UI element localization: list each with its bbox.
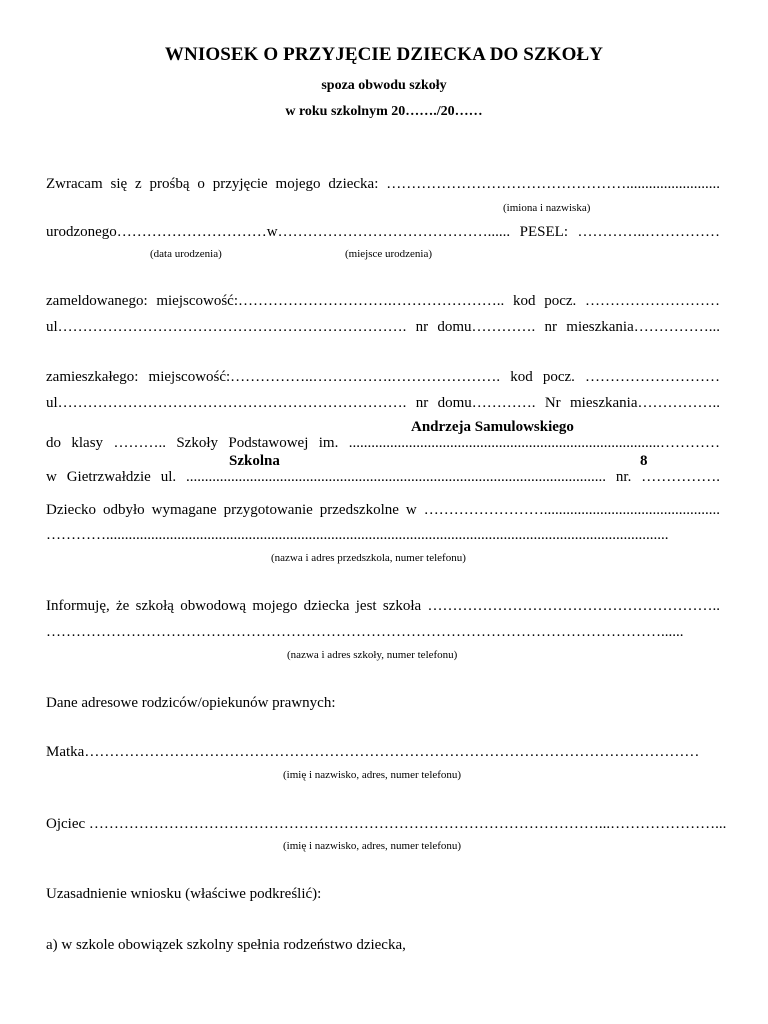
school-year-line: w roku szkolnym 20……./20…… — [285, 104, 483, 119]
registered-street-line: ul……………………………………………………………. nr domu…………. nr mieszkania……………... — [46, 319, 720, 335]
school-number-fill: 8 — [640, 453, 648, 469]
document-title: WNIOSEK O PRZYJĘCIE DZIECKA DO SZKOŁY — [164, 44, 604, 65]
document-subtitle: spoza obwodu szkoły — [321, 78, 447, 93]
father-caption: (imię i nazwisko, adres, numer telefonu) — [283, 840, 462, 852]
district-school-line-2: ……………………………………………………………………………………………………………...... — [46, 624, 684, 640]
child-name-line: Zwracam się z prośbą o przyjęcie mojego dziecka: …………………………………………......................... — [46, 176, 720, 192]
preschool-line-2: …………...................................................................................................................................................... — [46, 527, 669, 543]
district-school-line: Informuję, że szkołą obwodową mojego dziecka jest szkoła ………………………………………………….. — [46, 598, 720, 614]
school-patron-fill: Andrzeja Samulowskiego — [411, 419, 574, 435]
preschool-caption: (nazwa i adres przedszkola, numer telefonu) — [271, 552, 466, 564]
names-caption: (imiona i nazwiska) — [503, 202, 591, 214]
residence-locality-line: zamieszkałego: miejscowość:……………..…………….…………………. kod pocz. ……………………… — [46, 369, 720, 385]
father-line: Ojciec …………………………………………………………………………………………...…………………... — [46, 816, 727, 832]
class-school-line: do klasy ……….. Szkoły Podstawowej im. ...................................................................................………… — [46, 435, 720, 451]
mother-line: Matka…………………………………………………………………………………………………………… — [46, 744, 700, 760]
birth-pesel-line: urodzonego…………………………w……………………………………...... PESEL: …………..…………… — [46, 224, 720, 240]
justification-item-a: a) w szkole obowiązek szkolny spełnia rodzeństwo dziecka, — [46, 937, 406, 953]
school-street-fill: Szkolna — [229, 453, 280, 469]
birth-place-caption: (miejsce urodzenia) — [345, 248, 433, 260]
school-address-line: w Gietrzwałdzie ul. ................................................................................................................ nr. ……………. — [46, 469, 720, 485]
parents-heading: Dane adresowe rodziców/opiekunów prawnych: — [46, 695, 336, 711]
preschool-line: Dziecko odbyło wymagane przygotowanie przedszkolne w ……………………............................................... — [46, 502, 720, 518]
residence-street-line: ul……………………………………………………………. nr domu…………. Nr mieszkania…………….. — [46, 395, 720, 411]
birth-date-caption: (data urodzenia) — [150, 248, 222, 260]
mother-caption: (imię i nazwisko, adres, numer telefonu) — [283, 769, 462, 781]
registered-locality-line: zameldowanego: miejscowość:………………………….………………….. kod pocz. ……………………… — [46, 293, 720, 309]
justification-heading: Uzasadnienie wniosku (właściwe podkreślić): — [46, 886, 322, 902]
district-school-caption: (nazwa i adres szkoły, numer telefonu) — [287, 649, 458, 661]
